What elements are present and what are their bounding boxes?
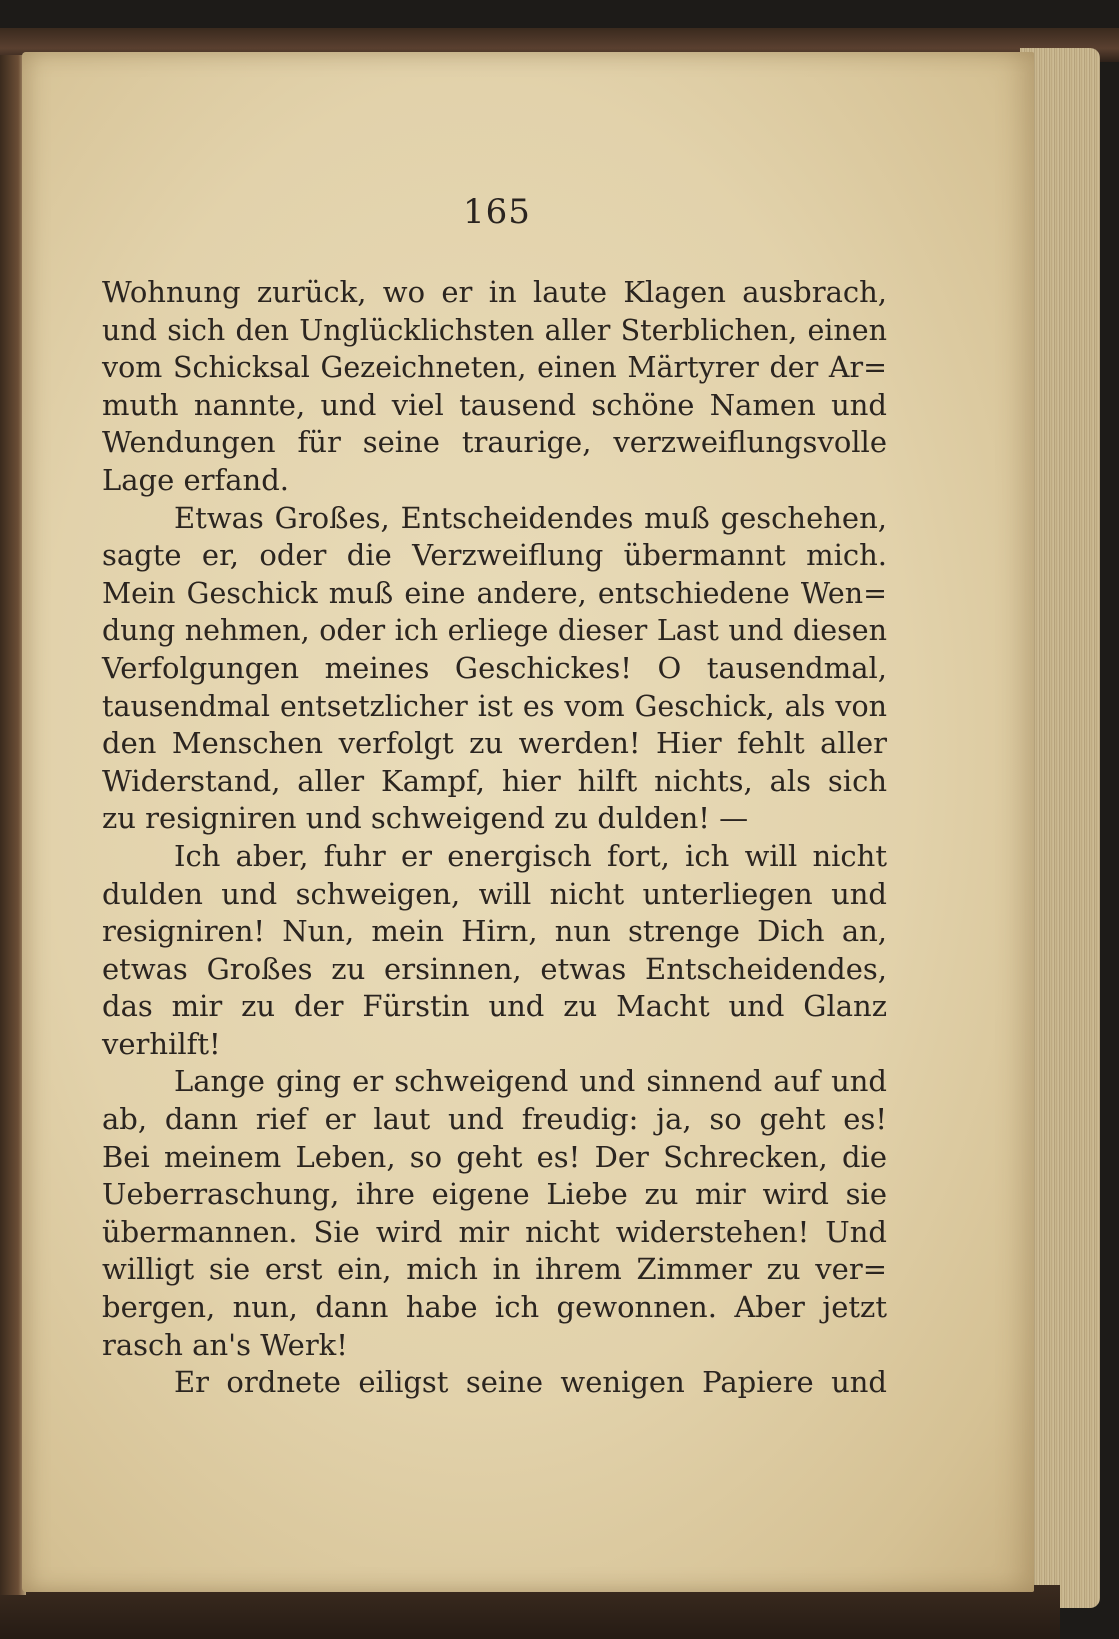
text-line: verhilft! <box>102 1026 221 1061</box>
text-line: dulden und schweigen, will nicht unterliegen und <box>102 876 887 911</box>
text-line: Widerstand, aller Kampf, hier hilft nichts, als sich <box>102 763 887 798</box>
text-line: Bei meinem Leben, so geht es! Der Schrecken, die <box>102 1139 887 1174</box>
text-line: tausendmal entsetzlicher ist es vom Geschick, als von <box>102 689 887 723</box>
text-line: Lange ging er schweigend und sinnend auf und <box>174 1064 887 1099</box>
text-line: rasch an's Werk! <box>102 1327 348 1362</box>
text-line: ab, dann rief er laut und freudig: ja, so geht es! <box>102 1102 887 1137</box>
text-line: zu resigniren und schweigend zu dulden! — <box>102 801 749 836</box>
text-line: Ueberraschung, ihre eigene Liebe zu mir wird sie <box>102 1177 887 1212</box>
text-line: Ich aber, fuhr er energisch fort, ich will nicht <box>174 838 887 873</box>
text-line: Lage erfand. <box>102 462 289 497</box>
text-line: übermannen. Sie wird mir nicht widerstehen! Und <box>102 1214 887 1249</box>
text-line: Wendungen für seine traurige, verzweiflungsvolle <box>102 425 887 460</box>
text-line: das mir zu der Fürstin und zu Macht und Glanz <box>102 989 887 1024</box>
text-line: vom Schicksal Gezeichneten, einen Märtyrer der Ar= <box>102 351 887 385</box>
text-line: den Menschen verfolgt zu werden! Hier fehlt aller <box>102 726 887 761</box>
text-line: bergen, nun, dann habe ich gewonnen. Aber jetzt <box>102 1290 887 1325</box>
page-number: 165 <box>463 192 531 232</box>
text-line: Etwas Großes, Entscheidendes muß geschehen, <box>174 500 887 535</box>
book-cover-bottom-edge <box>0 1585 1060 1639</box>
text-line: und sich den Unglücklichsten aller Sterblichen, einen <box>102 313 887 347</box>
book-page <box>22 52 1034 1592</box>
text-line: sagte er, oder die Verzweiflung übermannt mich. <box>102 538 887 573</box>
text-line: muth nannte, und viel tausend schöne Namen und <box>102 387 887 422</box>
text-line: Mein Geschick muß eine andere, entschiedene Wen= <box>102 576 887 610</box>
text-line: willigt sie erst ein, mich in ihrem Zimmer zu ver= <box>102 1252 887 1287</box>
text-line: Wohnung zurück, wo er in laute Klagen ausbrach, <box>102 275 887 309</box>
text-line: Er ordnete eiligst seine wenigen Papiere und <box>174 1365 887 1400</box>
body-text <box>102 274 887 1402</box>
text-line: etwas Großes zu ersinnen, etwas Entscheidendes, <box>102 951 887 986</box>
text-line: Verfolgungen meines Geschickes! O tausendmal, <box>102 650 887 685</box>
text-line: resigniren! Nun, mein Hirn, nun strenge Dich an, <box>102 914 887 949</box>
text-line: dung nehmen, oder ich erliege dieser Last und diesen <box>102 614 887 648</box>
